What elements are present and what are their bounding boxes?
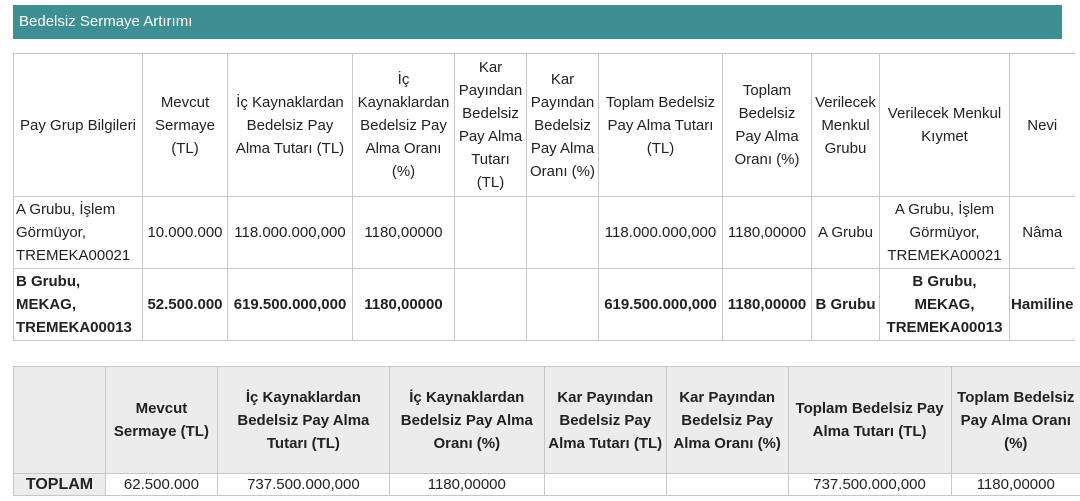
table-row: [14, 197, 1075, 269]
totals-header-cell: Toplam Bedelsiz Pay Alma Oranı (%): [951, 367, 1080, 474]
totals-header-cell: Toplam Bedelsiz Pay Alma Tutarı (TL): [788, 367, 951, 474]
total-ratio: 1180,00000: [951, 474, 1080, 496]
header-row: [14, 54, 1075, 197]
cell-security: B Grubu, MEKAG, TREMEKA00013: [880, 269, 1010, 341]
cell-security-group: A Grubu: [812, 197, 880, 269]
cell-security: A Grubu, İşlem Görmüyor, TREMEKA00021: [880, 197, 1010, 269]
cell-share-group: A Grubu, İşlem Görmüyor, TREMEKA00021: [14, 197, 143, 269]
header-cell: İç Kaynaklardan Bedelsiz Pay Alma Tutarı (TL): [228, 54, 353, 197]
cell-internal-amount: 118.000.000,000: [228, 197, 353, 269]
totals-header-row: [14, 367, 1080, 474]
section-title: Bedelsiz Sermaye Artırımı: [13, 5, 1062, 39]
totals-header-cell: [14, 367, 106, 474]
cell-dividend-amount: [455, 269, 527, 341]
totals-header-cell: İç Kaynaklardan Bedelsiz Pay Alma Tutarı (TL): [217, 367, 389, 474]
totals-header-cell: İç Kaynaklardan Bedelsiz Pay Alma Oranı (%): [389, 367, 544, 474]
header-cell: Pay Grup Bilgileri: [14, 54, 143, 197]
cell-current-capital: 10.000.000: [143, 197, 228, 269]
totals-header-cell: Mevcut Sermaye (TL): [105, 367, 217, 474]
cell-share-group: B Grubu, MEKAG, TREMEKA00013: [14, 269, 143, 341]
cell-type: Hamiline: [1010, 269, 1075, 341]
cell-internal-ratio: 1180,00000: [353, 197, 455, 269]
cell-security-group: B Grubu: [812, 269, 880, 341]
page: [13, 0, 1080, 501]
totals-label: TOPLAM: [14, 474, 106, 496]
total-internal-ratio: 1180,00000: [389, 474, 544, 496]
cell-internal-ratio: 1180,00000: [353, 269, 455, 341]
cell-total-amount: 118.000.000,000: [599, 197, 723, 269]
cell-dividend-ratio: [527, 269, 599, 341]
header-cell: Toplam Bedelsiz Pay Alma Oranı (%): [723, 54, 812, 197]
header-cell: Verilecek Menkul Kıymet: [880, 54, 1010, 197]
header-cell: Verilecek Menkul Grubu: [812, 54, 880, 197]
capital-increase-table: [13, 53, 1075, 341]
header-cell: Nevi: [1010, 54, 1075, 197]
cell-total-ratio: 1180,00000: [723, 269, 812, 341]
total-amount: 737.500.000,000: [788, 474, 951, 496]
cell-dividend-amount: [455, 197, 527, 269]
totals-table: [13, 366, 1080, 496]
total-dividend-ratio: [666, 474, 788, 496]
cell-dividend-ratio: [527, 197, 599, 269]
total-dividend-amount: [544, 474, 666, 496]
header-cell: Toplam Bedelsiz Pay Alma Tutarı (TL): [599, 54, 723, 197]
totals-row: [14, 474, 1080, 496]
totals-header-cell: Kar Payından Bedelsiz Pay Alma Oranı (%): [666, 367, 788, 474]
header-cell: Kar Payından Bedelsiz Pay Alma Tutarı (TL): [455, 54, 527, 197]
totals-header-cell: Kar Payından Bedelsiz Pay Alma Tutarı (TL): [544, 367, 666, 474]
header-cell: Mevcut Sermaye (TL): [143, 54, 228, 197]
cell-type: Nâma: [1010, 197, 1075, 269]
cell-internal-amount: 619.500.000,000: [228, 269, 353, 341]
total-internal-amount: 737.500.000,000: [217, 474, 389, 496]
cell-total-ratio: 1180,00000: [723, 197, 812, 269]
table-row: [14, 269, 1075, 341]
header-cell: İç Kaynaklardan Bedelsiz Pay Alma Oranı (%): [353, 54, 455, 197]
cell-current-capital: 52.500.000: [143, 269, 228, 341]
total-current-capital: 62.500.000: [105, 474, 217, 496]
cell-total-amount: 619.500.000,000: [599, 269, 723, 341]
header-cell: Kar Payından Bedelsiz Pay Alma Oranı (%): [527, 54, 599, 197]
